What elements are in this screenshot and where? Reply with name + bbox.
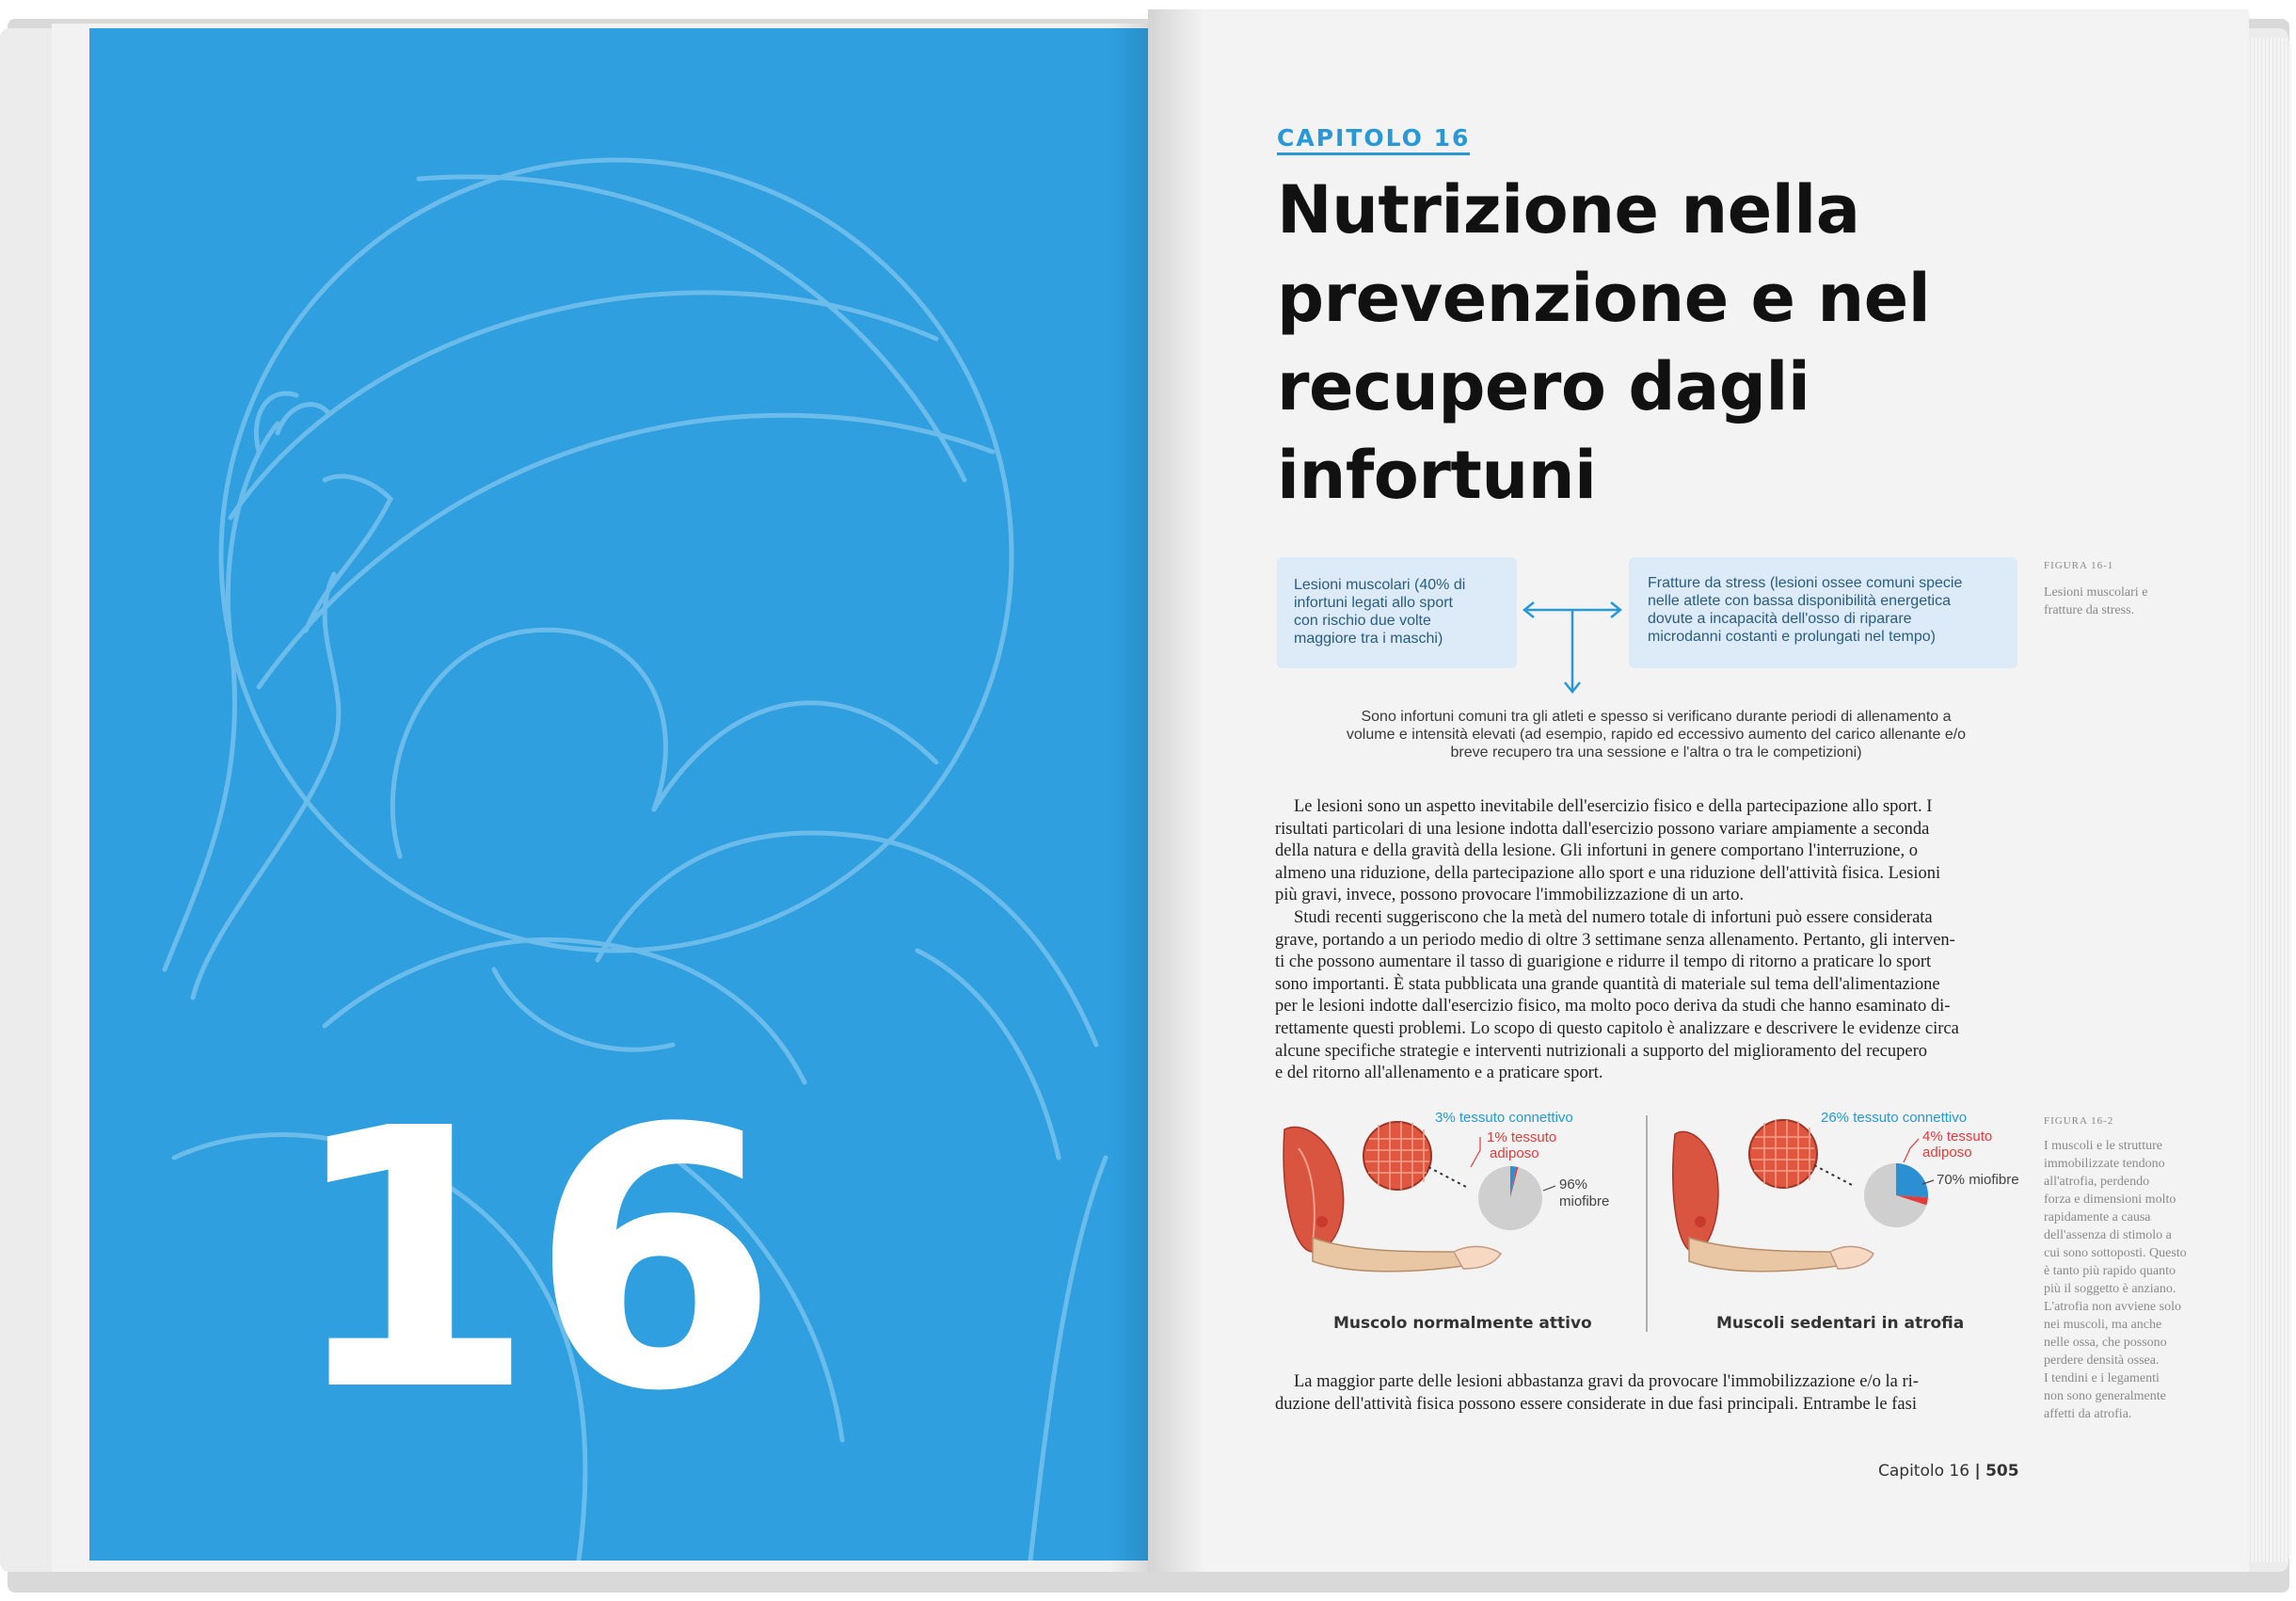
connective-label-active: 3% tessuto connettivo: [1435, 1111, 1573, 1126]
text-line: sono importanti. È stata pubblicata una grande quantità di materiale sul tema dell'alimentazione: [1275, 974, 1940, 994]
body-text-block-1: [1275, 796, 2023, 1085]
chapter-opener-page: [89, 28, 1148, 1561]
caption-line: I muscoli e le strutture: [2044, 1139, 2162, 1153]
caption-line: nei muscoli, ma anche: [2044, 1318, 2162, 1332]
muscle-injury-box: [1277, 557, 1517, 668]
gutter-shadow-right: [1148, 9, 1204, 1572]
box-text-line: nelle atlete con bassa disponibilità energetica: [1648, 593, 1951, 609]
text-line: duzione dell'attività fisica possono essere considerate in due fasi principali. Entrambe le fasi: [1275, 1394, 1917, 1414]
adipose-label-atrophy-2: adiposo: [1922, 1145, 1972, 1161]
caption-line: I tendini e i legamenti: [2044, 1371, 2160, 1385]
caption-line: L'atrofia non avviene solo: [2044, 1300, 2181, 1314]
text-line: e del ritorno all'allenamento e a praticare sport.: [1275, 1064, 1603, 1083]
caption-line: cui sono sottoposti. Questo: [2044, 1246, 2187, 1260]
caption-line: dell'assenza di stimolo a: [2044, 1228, 2172, 1242]
summary-line: Sono infortuni comuni tra gli atleti e spesso si verificano durante periodi di allenamento a: [1361, 709, 1952, 725]
gutter-shadow-left: [1110, 24, 1153, 1572]
title-line: prevenzione e nel: [1277, 260, 1931, 337]
caption-line: all'atrofia, perdendo: [2044, 1175, 2150, 1189]
adipose-label-active-2: adiposo: [1490, 1145, 1539, 1161]
caption-line: immobilizzate tendono: [2044, 1157, 2165, 1171]
summary-line: volume e intensità elevati (ad esempio, rapido ed eccessivo aumento del carico allenante e/o: [1346, 727, 1967, 743]
muscle-atrophy-figure: [1275, 1111, 2028, 1337]
figure-1-caption: [2044, 584, 2213, 619]
box-text-line: infortuni legati allo sport: [1294, 595, 1453, 611]
connective-slice: [1896, 1163, 1928, 1197]
page-footer: [1878, 1462, 2019, 1481]
panel-title-atrophy: Muscoli sedentari in atrofia: [1716, 1314, 1965, 1333]
caption-line: fratture da stress.: [2044, 603, 2135, 617]
caption-line: forza e dimensioni molto: [2044, 1193, 2176, 1207]
title-line: Nutrizione nella: [1277, 171, 1860, 248]
box-text-line: Fratture da stress (lesioni ossee comuni specie: [1648, 575, 1963, 591]
stress-fracture-box: [1629, 557, 2017, 668]
diagram-summary: [1299, 708, 2014, 761]
adipose-label-active-1: 1% tessuto: [1487, 1129, 1557, 1145]
title-line: infortuni: [1277, 437, 1597, 514]
caption-line: più il soggetto è anziano.: [2044, 1282, 2176, 1296]
text-line: alcune specifiche strategie e interventi nutrizionali a supporto del miglioramento del recupero: [1275, 1041, 1927, 1061]
footer-separator: |: [1974, 1462, 1981, 1481]
text-line: della natura e della gravità della lesione. Gli infortuni in genere comportano l'interruzione, o: [1275, 841, 1918, 861]
text-line: almeno una riduzione, della partecipazione allo sport e una riduzione dell'attività fisica. Lesioni: [1275, 863, 1941, 883]
box-text-line: maggiore tra i maschi): [1294, 631, 1443, 647]
myofiber-label-atrophy: 70% miofibre: [1937, 1172, 2019, 1188]
figure-2-caption: [2044, 1137, 2213, 1423]
text-line: La maggior parte delle lesioni abbastanza gravi da provocare l'immobilizzazione e/o la ri-: [1294, 1372, 1919, 1391]
muscle-zoom-circle-active: [1363, 1122, 1468, 1190]
text-line: Studi recenti suggeriscono che la metà del numero totale di infortuni può essere considerata: [1294, 907, 1933, 927]
box-text-line: microdanni costanti e prolungati nel tempo): [1648, 629, 1936, 645]
text-line: per le lesioni indotte dall'esercizio fisico, ma molto poco deriva da studi che hanno esaminato di-: [1275, 997, 1951, 1017]
caption-line: nelle ossa, che possono: [2044, 1336, 2167, 1350]
chapter-number: 16: [287, 1052, 773, 1469]
title-line: recupero dagli: [1277, 348, 1810, 425]
text-line: grave, portando a un periodo medio di oltre 3 settimane senza allenamento. Pertanto, gli interven-: [1275, 930, 1955, 950]
text-line: più gravi, invece, possono provocare l'immobilizzazione di un arto.: [1275, 886, 1745, 905]
caption-line: rapidamente a causa: [2044, 1210, 2151, 1225]
caption-line: affetti da atrofia.: [2044, 1407, 2132, 1421]
figure-2-label: FIGURA 16-2: [2044, 1115, 2114, 1127]
myofiber-label-active-2: miofibre: [1559, 1193, 1610, 1209]
box-text-line: con rischio due volte: [1294, 613, 1431, 629]
text-line: Le lesioni sono un aspetto inevitabile dell'esercizio fisico e della partecipazione allo sport. I: [1294, 797, 1933, 816]
panel-title-active: Muscolo normalmente attivo: [1333, 1314, 1592, 1333]
myofiber-label-active-1: 96%: [1559, 1177, 1588, 1193]
caption-line: perdere densità ossea.: [2044, 1353, 2160, 1368]
composition-pie-active: [1478, 1166, 1542, 1230]
chapter-title: [1277, 166, 1936, 520]
text-line: risultati particolari di una lesione indotta dall'esercizio possono variare ampiamente a seconda: [1275, 819, 1930, 839]
figure-1-label: FIGURA 16-1: [2044, 560, 2114, 571]
box-text-line: Lesioni muscolari (40% di: [1294, 577, 1466, 593]
text-line: ti che possono aumentare il tasso di guarigione e ridurre il tempo di ritorno a praticare lo sport: [1275, 953, 1932, 972]
chapter-label: CAPITOLO 16: [1277, 124, 1470, 155]
caption-line: è tanto più rapido quanto: [2044, 1264, 2176, 1278]
caption-line: non sono generalmente: [2044, 1389, 2166, 1403]
footer-chapter: Capitolo 16: [1878, 1462, 1970, 1481]
box-text-line: dovute a incapacità dell'osso di riparare: [1648, 611, 1912, 627]
page-number: 505: [1985, 1462, 2019, 1481]
body-text-block-2: [1275, 1371, 2023, 1416]
summary-line: breve recupero tra una sessione e l'altra o tra le competizioni): [1450, 744, 1862, 760]
caption-line: Lesioni muscolari e: [2044, 585, 2148, 600]
adipose-label-atrophy-1: 4% tessuto: [1922, 1129, 1993, 1145]
text-line: rettamente questi problemi. Lo scopo di questo capitolo è analizzare e descrivere le evidenze circa: [1275, 1018, 1959, 1038]
muscle-zoom-circle-atrophy: [1749, 1120, 1854, 1188]
connector-arrows: [1506, 565, 1637, 701]
connective-label-atrophy: 26% tessuto connettivo: [1821, 1111, 1968, 1126]
composition-pie-atrophy: [1864, 1163, 1928, 1227]
